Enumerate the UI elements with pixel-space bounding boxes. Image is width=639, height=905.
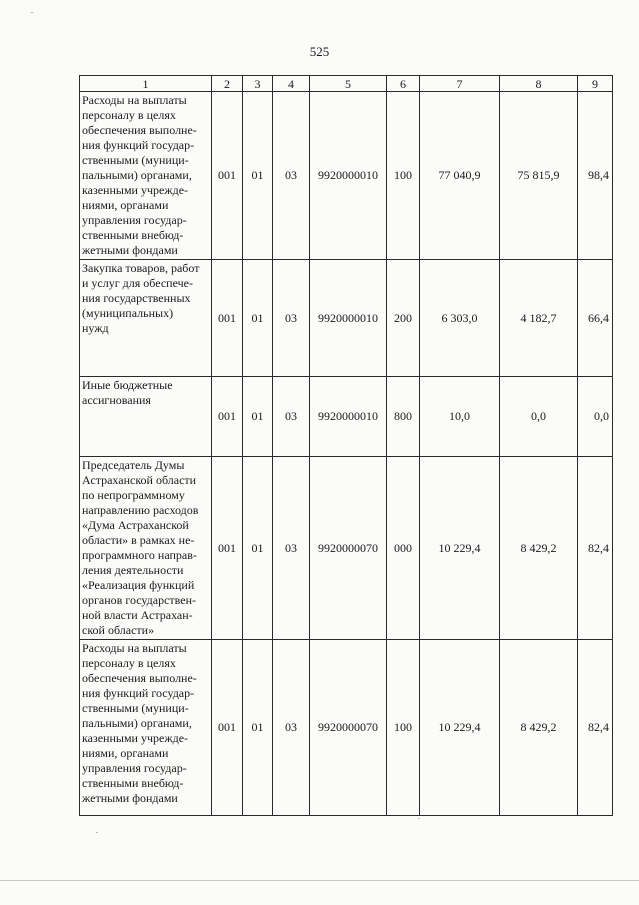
- cell-section: 01: [243, 260, 273, 377]
- cell-expense-type: 100: [387, 92, 420, 260]
- header-col-6: 6: [387, 76, 420, 92]
- cell-subsection: 03: [273, 640, 310, 816]
- cell-ministry-code: 001: [212, 92, 243, 260]
- table-row: [80, 92, 613, 260]
- cell-target-article: 9920000010: [310, 260, 387, 377]
- cell-executed: 8 429,2: [500, 457, 578, 640]
- cell-executed: 75 815,9: [500, 92, 578, 260]
- cell-section: 01: [243, 92, 273, 260]
- cell-subsection: 03: [273, 92, 310, 260]
- header-col-5: 5: [310, 76, 387, 92]
- page-number: 525: [309, 44, 330, 59]
- cell-planned: 10,0: [420, 377, 500, 457]
- cell-ministry-code: 001: [212, 457, 243, 640]
- cell-section: 01: [243, 640, 273, 816]
- expense-name: Председатель Думы Астраханской области по непрограммному направлению расходов «Дума Астраханской области» в рамках не- программного направ- ления деятельности «Реализация функций органов государствен- ной власти Астрахан- ской области»: [80, 457, 212, 640]
- cell-percent: 82,4: [578, 457, 613, 640]
- table-row: [80, 457, 613, 640]
- scan-speck: [418, 818, 420, 819]
- scan-speck: [31, 12, 33, 13]
- header-col-1: 1: [80, 76, 212, 92]
- cell-planned: 77 040,9: [420, 92, 500, 260]
- cell-section: 01: [243, 457, 273, 640]
- cell-expense-type: 200: [387, 260, 420, 377]
- cell-percent: 66,4: [578, 260, 613, 377]
- cell-ministry-code: 001: [212, 640, 243, 816]
- cell-target-article: 9920000010: [310, 92, 387, 260]
- header-col-9: 9: [578, 76, 613, 92]
- cell-planned: 6 303,0: [420, 260, 500, 377]
- cell-target-article: 9920000070: [310, 457, 387, 640]
- cell-planned: 10 229,4: [420, 457, 500, 640]
- cell-executed: 4 182,7: [500, 260, 578, 377]
- header-col-4: 4: [273, 76, 310, 92]
- cell-subsection: 03: [273, 457, 310, 640]
- expense-name: Расходы на выплаты персоналу в целях обеспечения выполне- ния функций государ- ственными (муници- пальными) органами, казенными учрежде- ниями, органами управления государ- ственными внебюд- жетными фондами: [80, 92, 212, 260]
- cell-percent: 82,4: [578, 640, 613, 816]
- cell-section: 01: [243, 377, 273, 457]
- cell-expense-type: 000: [387, 457, 420, 640]
- header-col-3: 3: [243, 76, 273, 92]
- cell-ministry-code: 001: [212, 377, 243, 457]
- header-col-7: 7: [420, 76, 500, 92]
- cell-expense-type: 800: [387, 377, 420, 457]
- cell-percent: 98,4: [578, 92, 613, 260]
- cell-percent: 0,0: [578, 377, 613, 457]
- header-row: [80, 76, 613, 92]
- table-row: [80, 260, 613, 377]
- table-row: [80, 640, 613, 816]
- cell-target-article: 9920000070: [310, 640, 387, 816]
- expense-name: Иные бюджетные ассигнования: [80, 377, 212, 457]
- budget-table: [79, 75, 613, 816]
- header-col-2: 2: [212, 76, 243, 92]
- cell-subsection: 03: [273, 377, 310, 457]
- scan-edge-line: [0, 880, 639, 881]
- expense-name: Закупка товаров, работ и услуг для обеспече- ния государственных (муниципальных) нужд: [80, 260, 212, 377]
- cell-executed: 8 429,2: [500, 640, 578, 816]
- cell-expense-type: 100: [387, 640, 420, 816]
- scan-speck: [96, 832, 98, 833]
- cell-target-article: 9920000010: [310, 377, 387, 457]
- cell-executed: 0,0: [500, 377, 578, 457]
- expense-name: Расходы на выплаты персоналу в целях обеспечения выполне- ния функций государ- ственными (муници- пальными) органами, казенными учрежде- ниями, органами управления государ- ственными внебюд- жетными фондами: [80, 640, 212, 816]
- cell-planned: 10 229,4: [420, 640, 500, 816]
- header-col-8: 8: [500, 76, 578, 92]
- cell-subsection: 03: [273, 260, 310, 377]
- cell-ministry-code: 001: [212, 260, 243, 377]
- table-row: [80, 377, 613, 457]
